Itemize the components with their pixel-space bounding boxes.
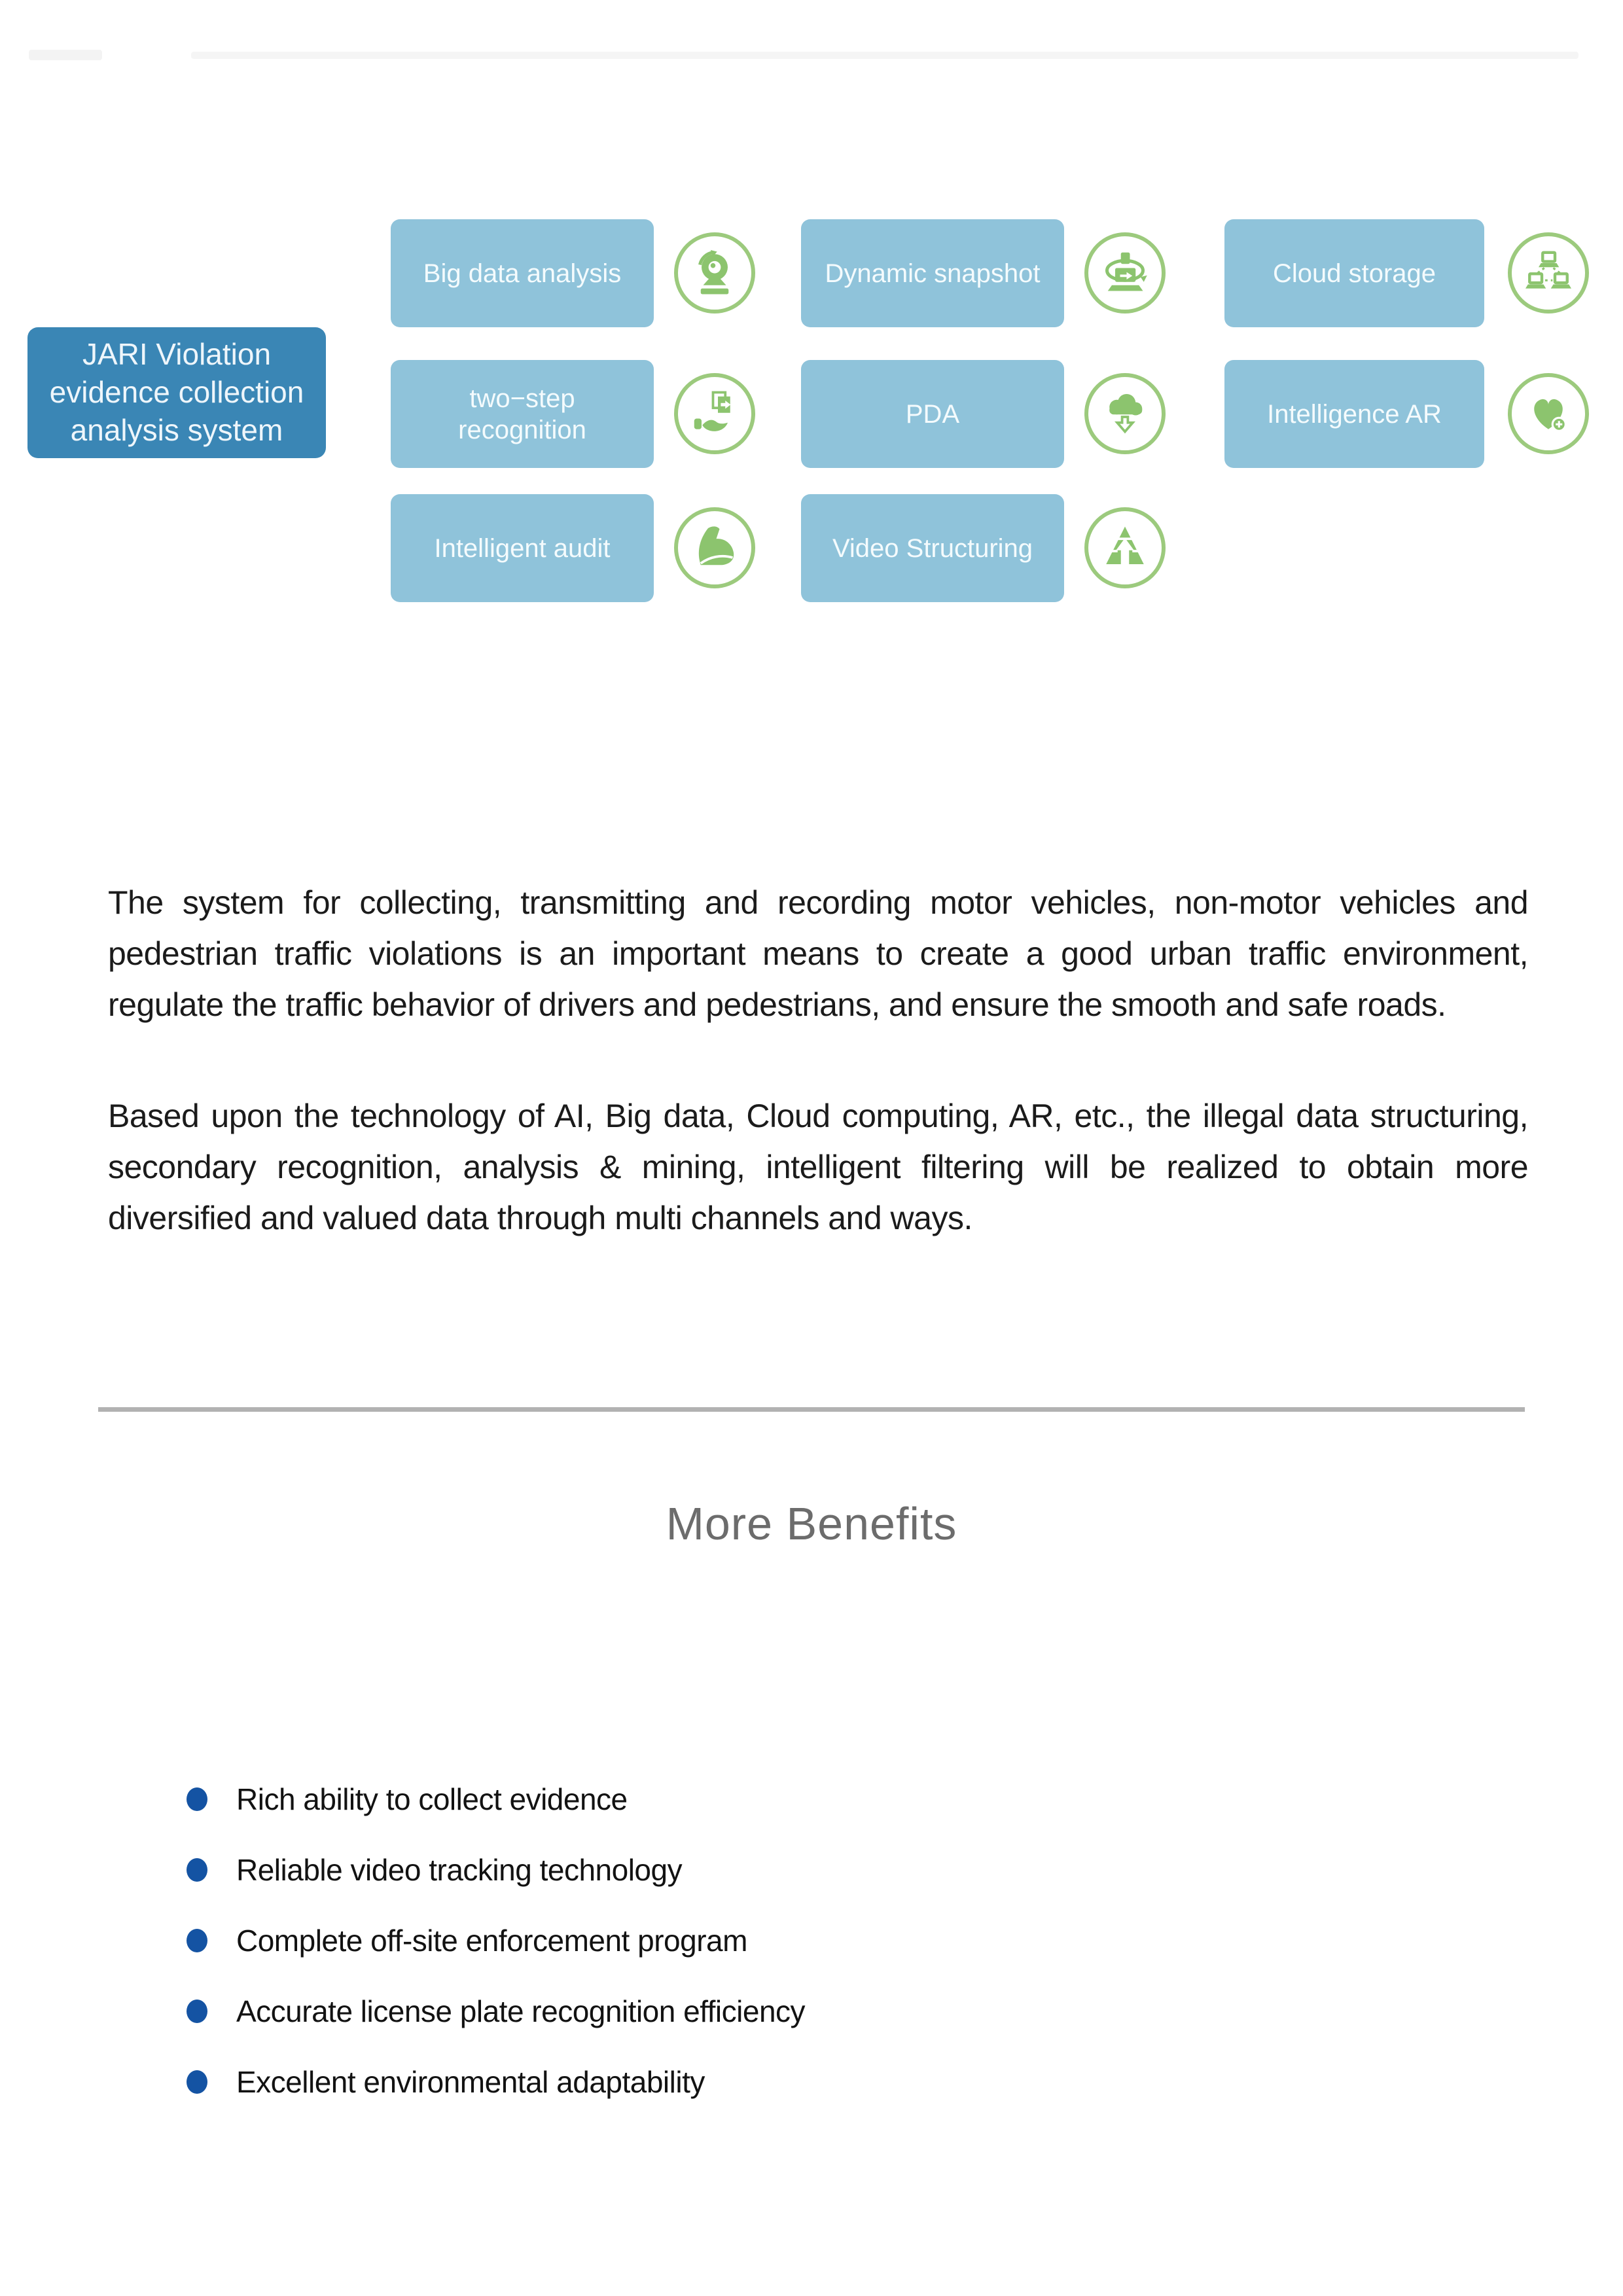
benefit-text: Reliable video tracking technology [236, 1853, 683, 1887]
tile-dynamic-snapshot: Dynamic snapshot [801, 219, 1064, 327]
benefits-title: More Benefits [666, 1498, 957, 1549]
benefit-text: Rich ability to collect evidence [236, 1782, 628, 1816]
tile-cloud-storage: Cloud storage [1224, 219, 1484, 327]
tile-video-structuring: Video Structuring [801, 494, 1064, 602]
paragraph-2: Based upon the technology of AI, Big data, Cloud computing, AR, etc., the illegal data structuring, secondary recognition, analysis & mining, intelligent filtering will be realized to obtain more diversified and valued data through multi channels and ways. [108, 1098, 1528, 1236]
benefit-item [187, 1764, 805, 1835]
benefit-item [187, 1835, 805, 1905]
benefits-list [187, 1764, 805, 2117]
faint-header-artifact [191, 52, 1578, 59]
hand-documents-icon [674, 373, 755, 454]
bullet-dot-icon [187, 1858, 207, 1882]
benefit-item [187, 1976, 805, 2047]
cloud-download-icon [1084, 373, 1166, 454]
tile-intelligence-ar: Intelligence AR [1224, 360, 1484, 468]
bullet-dot-icon [187, 1787, 207, 1811]
heart-plus-icon [1508, 373, 1589, 454]
benefit-item [187, 1905, 805, 1976]
benefit-text: Excellent environmental adaptability [236, 2065, 705, 2099]
muscle-arm-icon [674, 507, 755, 588]
network-computers-icon [1508, 232, 1589, 314]
paragraph-1: The system for collecting, transmitting and recording motor vehicles, non-motor vehicles and pedestrian traffic violations is an important means to create a good urban traffic environment, regulate the traffic behavior of drivers and pedestrians, and ensure the smooth and safe roads. [108, 884, 1528, 1023]
benefit-item [187, 2047, 805, 2117]
bullet-dot-icon [187, 2070, 207, 2094]
section-divider [98, 1407, 1525, 1412]
root-system-box: JARI Violation evidence collection analysis system [27, 327, 326, 458]
bullet-dot-icon [187, 2000, 207, 2023]
bullet-dot-icon [187, 1929, 207, 1952]
tile-two-step-recognition: two−step recognition [391, 360, 654, 468]
webcam-icon [674, 232, 755, 314]
benefit-text: Complete off-site enforcement program [236, 1924, 747, 1958]
description-section [108, 877, 1528, 1304]
tile-pda: PDA [801, 360, 1064, 468]
faint-header-artifact [29, 50, 102, 60]
tile-big-data-analysis: Big data analysis [391, 219, 654, 327]
computer-sync-icon [1084, 232, 1166, 314]
tree-arrow-icon [1084, 507, 1166, 588]
tile-intelligent-audit: Intelligent audit [391, 494, 654, 602]
benefit-text: Accurate license plate recognition efficiency [236, 1994, 806, 2028]
